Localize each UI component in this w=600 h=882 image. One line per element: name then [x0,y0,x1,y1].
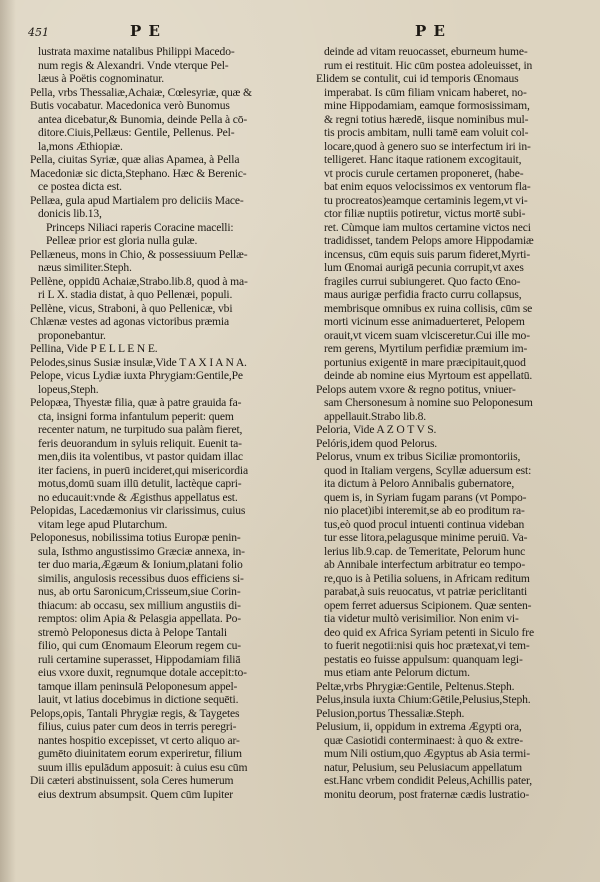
left-column-line: eius vxore duxit, regnumque dotale accepit:to- [38,666,247,679]
right-column-line: vt procis curule certamen proponeret, (habe- [324,166,524,180]
left-column-line: Pellène, oppidū Achaiæ,Strabo.lib.8, quod à ma- [30,274,248,288]
left-column-line: vitam lege apud Plutarchum. [38,517,168,531]
right-column-line: locare,quod à genero suo se interfectum iri in- [324,139,531,153]
right-column-line: orauit,vt vicem suam vlcisceretur.Cui ille mo- [324,328,530,342]
left-column-line: remptos: olim Apia & Pelasgia appellata. Po- [38,612,242,625]
right-column-line: mus etiam ante Pelorum dictum. [324,666,470,679]
left-column-line: læus à Poëtis cognominatur. [38,72,165,85]
left-column-line: eius dextrum absumpsit. Quem cūm Iupiter [38,787,233,801]
left-column-line: Pelopidas, Lacedæmonius vir clarissimus, cuius [30,504,246,517]
left-column-line: suum illis epulādum apposuit: à cuius esu cūm [38,760,248,774]
left-column-line: Pella, ciuitas Syriæ, quæ alias Apamea, à Pella [30,153,240,166]
right-column-line: est.Hanc vrbem condidit Peleus,Achillis pater, [324,774,533,787]
right-column-line: membrisque omnibus ex ruina collisis, cūm se [324,301,533,315]
left-column-line: la,mons Æthiopiæ. [38,139,123,153]
left-column-line: lopeus,Steph. [38,382,99,396]
right-column-line: incensus, cūm equis suis parum fideret,Myrti- [324,247,531,261]
left-column-line: ce postea dicta est. [38,180,122,193]
right-column-line: tradidisset, tandem Pelops amore Hippodamiæ [324,234,534,247]
left-column-line: Pellina, Vide P E L L E N E. [30,342,158,355]
left-column-line: lustrata maxime natalibus Philippi Macedo- [38,45,235,58]
right-column-line: ctor filiæ nuptiis potiretur, victus mortē subi- [324,207,526,220]
right-column-line: ab Annibale interfectum arbitratur eo tempo- [324,558,526,571]
right-column-line: lerius lib.9.cap. de Temeritate, Pelorum hunc [324,544,526,558]
left-column-line: similis, angulosis recessibus duos efficiens si- [38,571,244,585]
left-column-line: Dii cæteri abstinuissent, sola Ceres humerum [30,774,234,787]
right-column-line: natur, Pelusium, seu Pelusiacum appellatum [324,760,523,774]
right-column-line: ret. Cùmque iam multos certamine victos neci [324,220,531,234]
right-column-line: sam Chersonesum à nomine suo Peloponesum [324,396,533,409]
right-column-line: Pelusion,portus Thessaliæ.Steph. [316,706,465,720]
left-column-line: donicis lib.13, [38,207,102,220]
right-column-line: tis procis ambitam, nulli tamē eam voluit col- [324,126,529,139]
right-column-line: Elidem se contulit, cui id temporis Œnomaus [316,72,519,85]
left-column-line: men,diis ita volentibus, vt pastor quidam illac [38,450,243,463]
right-column-line: appellauit.Strabo lib.8. [324,409,427,423]
right-column-line: telligeret. Hanc itaque rationem excogitauit, [324,153,522,166]
right-column-line: Pelorus, vnum ex tribus Siciliæ promontoriis, [316,450,521,463]
left-column-line: Pelopæa, Thyestæ filia, quæ à patre grauida fa- [30,396,242,409]
left-column-line: antea dicebatur,& Bunomia, deinde Pella à cō- [38,112,248,126]
right-column-line: Pelusium, ii, oppidum in extrema Ægypti ora, [316,720,522,733]
right-column-line: monitu deorum, post fraternæ cædis lustratio- [324,787,530,801]
left-column-line: Pelops,opis, Tantali Phrygiæ regis, & Taygetes [30,706,240,720]
left-column-line: ter duo maria,Ægæum & Ionium,platani folio [38,558,243,571]
right-column-line: lum Œnomai aurigā pecunia corrupit,vt axes [324,261,524,274]
left-column-line: cta, insigni forma infantulum peperit: quem [38,409,234,423]
right-column-line: bat enim equos velocissimos ex ventorum fla- [324,180,531,193]
left-column-line: Butis vocabatur. Macedonica verò Bunomus [30,99,230,112]
left-column-line: feris deuorandum in syluis reliquit. Euenit ta- [38,436,242,450]
left-column-line: motus,domū suam illū detulit, lactèque capri- [38,477,242,490]
left-column-line: Peloponesus, nobilissima totius Europæ penin- [30,531,241,544]
left-column-line: filio, qui cum Œnomaum Eleorum regem cu- [38,639,241,652]
right-column-line: parabat,à suis reuocatus, vt patriæ periclitanti [324,585,528,598]
left-column-line: iter faciens, in puerū incideret,qui misericordia [38,463,248,477]
right-column-line: deo quid ex Africa Syriam petenti in Siculo fre [324,625,534,639]
left-column-line: ruli certamine superasset, Hippodamiam filiā [38,652,241,666]
left-column-line: gumēto diuinitatem eorum experiretur, filium [38,747,242,760]
right-column-line: mum Nili ostium,quo Ægyptus ab Asia termi- [324,747,530,760]
left-column-line: Macedoniæ sic dicta,Stephano. Hæc & Berenic- [30,166,247,180]
right-column-line: maus aurigæ perfidia fracto curru collapsus, [324,288,522,301]
left-column-line: stremò Peloponesus dicta à Pelope Tantali [38,625,227,639]
left-column-line: Pella, vrbs Thessaliæ,Achaiæ, Cœlesyriæ, quæ & [30,85,252,99]
page-spine-shadow [0,0,16,882]
left-column-line: ri L X. stadia distat, à quo Pellenæi, populi. [38,288,233,301]
left-column-line: Pellène, vicus, Straboni, à quo Pellenicæ, vbi [30,301,233,315]
right-column-line: pestatis eo fuisse appulsum: quanquam legi- [324,652,523,666]
right-column-line: opem ferret aduersus Scipionem. Quæ senten- [324,598,532,612]
left-column-line: Pelodes,sinus Susiæ insulæ,Vide T A X I A N A. [30,355,247,369]
right-column-line: deinde ab nomine eius Myrtoum est appellatū. [324,369,533,382]
left-column-line: ditore.Ciuis,Pellæus: Gentile, Pellenus. Pel- [38,126,235,139]
left-column-line: Chlænæ vestes ad agonas victoribus præmia [30,315,229,328]
right-column-line: Pelóris,idem quod Pelorus. [316,436,438,450]
left-column-line: no educauit:vnde & Ægisthus appellatus est. [38,490,238,504]
right-column-line: Peltæ,vrbs Phrygiæ:Gentile, Peltenus.Steph. [316,679,515,693]
right-column-line: quod in Italiam vergens, Scyllæ aduersum est: [324,463,532,477]
left-column-line: num regis & Alexandri. Vnde vterque Pel- [38,58,229,72]
right-column-line: imperabat. Is cūm filiam vnicam haberet, no- [324,85,527,99]
right-column-line: deinde ad vitam reuocasset, eburneum hume- [324,45,528,58]
left-column-line: Pellæa, gula apud Martialem pro deliciis Mace- [30,193,244,207]
right-column-line: Pelops autem vxore & regno potitus, vniuer- [316,382,516,396]
left-column-line: sula, Isthmo angustissimo Græciæ annexa, in- [38,544,245,558]
left-column-line: lauit, vt latius docebimus in dictione sequēti. [38,693,239,706]
right-column-line: to fuerit negotii:nisi quis hoc prætexat,vi tem- [324,639,530,652]
right-column-line: mine Hippodamiam, eamque formosissimam, [324,99,530,112]
right-column-line: portunius exigentē in mare præcipitauit,quod [324,355,526,369]
running-head-right: P E [415,22,446,40]
right-column-line: Pelus,insula iuxta Chium:Gētile,Pelusius,Steph. [316,693,531,706]
left-column-line: nus, ab ortu Saronicum,Crisseum,siue Corin- [38,585,241,598]
page-header [0,22,600,46]
right-column-line: rum ei restituit. Hic cūm postea adoleuisset, in [324,58,533,72]
right-column-line: Peloria, Vide A Z O T V S. [316,423,437,436]
left-column-line: nantes hospitio excepisset, vt certo aliquo ar- [38,733,240,747]
right-column-line: rem gerens, Myrtilum perfidiæ præmium im- [324,342,528,355]
right-column-line: re,quo is à Petilia soluens, in Africam reditum [324,571,530,585]
left-column-line: recenter natum, ne turpitudo sua palàm fieret, [38,423,243,436]
left-column-line: Pelleæ prior est gloria nulla gulæ. [46,234,198,247]
right-text-column [316,45,586,875]
right-column-line: nio placet)ibi interemit,se ab eo proditum ra- [324,504,525,517]
left-column-line: Pelope, vicus Lydiæ iuxta Phrygiam:Gentile,Pe [30,369,243,382]
right-column-line: quem is, in Syriam fugam parans (vt Pompo- [324,490,527,504]
right-column-line: tu procreatos)eamque certaminis legem,vt vi- [324,193,528,207]
right-column-line: & regni totius hæredē, iisque nominibus mul- [324,112,529,126]
left-column-line: proponebantur. [38,328,106,342]
right-column-line: morti vicinum esse animaduerteret, Pelopem [324,315,525,328]
right-column-line: quæ Casiotidi conterminaest: à quo & extre- [324,733,523,747]
left-column-line: næus similiter.Steph. [38,261,132,274]
page-number: 451 [28,26,49,39]
right-column-line: tia videtur multò verisimilior. Non enim vi- [324,612,519,625]
left-text-column [30,45,300,875]
right-column-line: tus,eò quod procul intuenti continua videban [324,517,525,531]
left-column-line: Pellæneus, mons in Chio, & possessiuum Pellæ- [30,247,248,261]
running-head-left: P E [130,22,161,40]
left-column-line: thiacum: ab occasu, sex millium angustiis di- [38,598,241,612]
right-column-line: tur esse litora,pelagusque minime peruiū. Va- [324,531,528,544]
left-column-line: Princeps Niliaci raperis Coracine macelli: [46,220,234,234]
left-column-line: filius, cuius pater cum deos in terris peregri- [38,720,237,733]
left-column-line: tamque illam peninsulā Peloponesum appel- [38,679,238,693]
right-column-line: fragiles currui subiungeret. Quo facto Œno- [324,274,521,288]
right-column-line: ita dictum à Peloro Annibalis gubernatore, [324,477,515,490]
